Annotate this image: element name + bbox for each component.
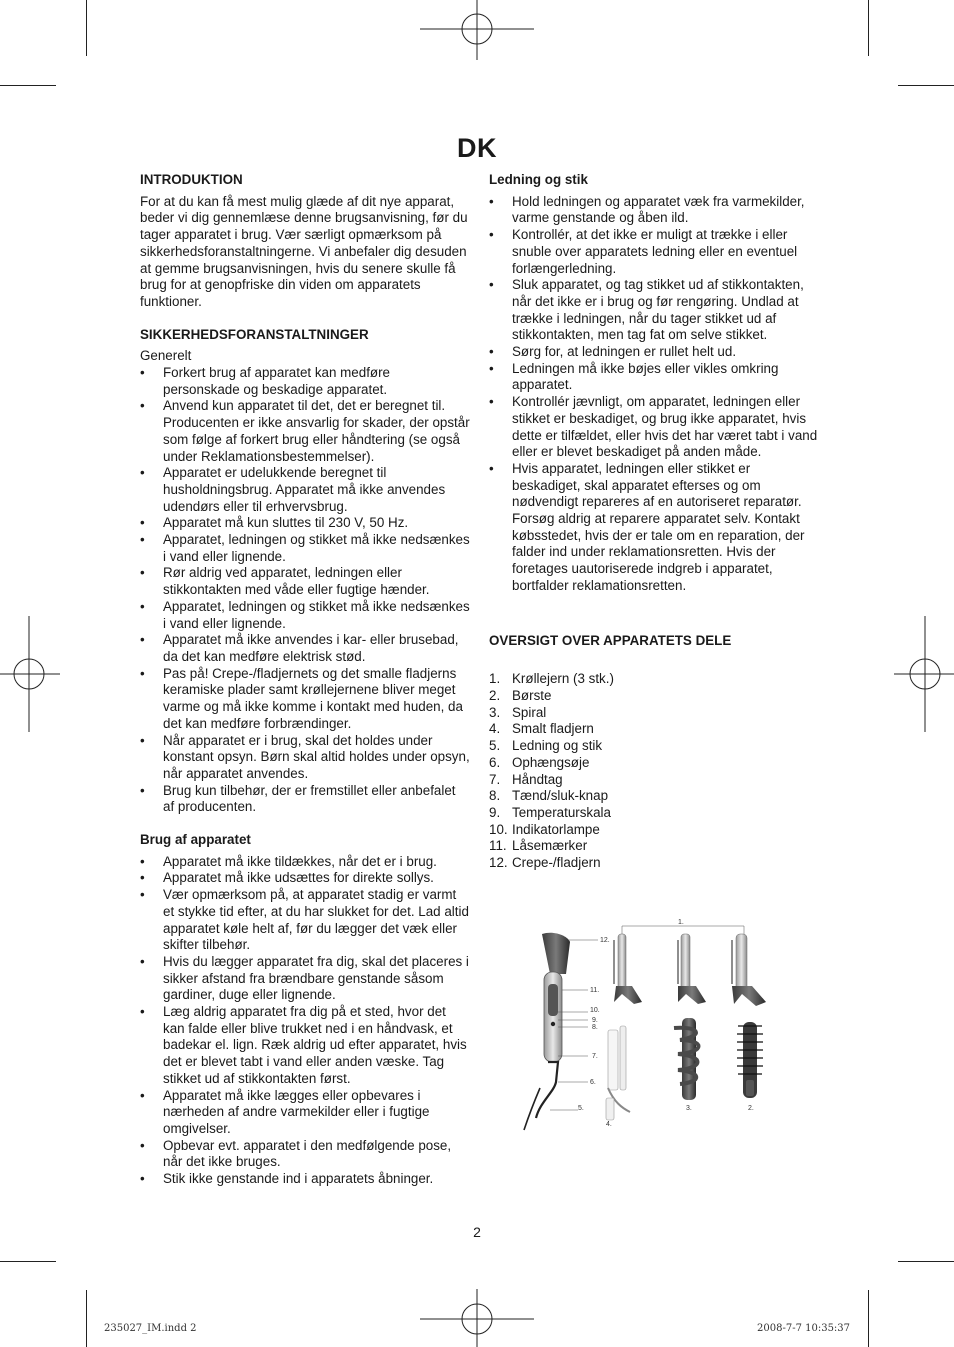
list-item: • Hvis du lægger apparatet fra dig, skal det placeres i sikker afstand fra brændbare genstande såsom gardiner, duge eller lignende. xyxy=(140,953,469,1003)
crop-mark xyxy=(86,0,87,56)
registration-mark-left xyxy=(0,616,60,732)
list-item: • Hold ledningen og apparatet væk fra varmekilder, varme genstande og åben ild. xyxy=(489,193,805,226)
list-item: 12. Crepe-/fladjern xyxy=(489,855,601,871)
figure-label: 5. xyxy=(578,1105,584,1112)
figure-label: 7. xyxy=(592,1053,598,1060)
list-item: • Når apparatet er i brug, skal det holdes under konstant opsyn. Børn skal altid holdes under opsyn, når apparatet anvendes. xyxy=(140,732,470,781)
list-item: • Hvis apparatet, ledningen eller stikket er beskadiget, skal apparatet efterses og om nødvendigt repareres af en autoriseret reparatør. Forsøg aldrig at reparere apparatet selv. Kontakt købsstedet, hvis der er tale om en reparation, der falder ind under reklamationsretten. Hvis der foretages uautoriserede indgreb i apparatet, bortfalder reklamationsretten. xyxy=(489,460,805,593)
list-item: • Pas på! Crepe-/fladjernets og det smalle fladjerns keramiske plader samt krøllejernene bliver meget varme og må ikke komme i kontakt med huden, da det kan medføre forbrændinger. xyxy=(140,665,463,731)
intro-heading: INTRODUKTION xyxy=(140,172,243,187)
left-column xyxy=(140,172,470,1188)
figure-label: 8. xyxy=(592,1024,598,1031)
list-item: 3. Spiral xyxy=(489,704,547,720)
list-item: 10. Indikatorlampe xyxy=(489,821,600,837)
flat-iron-illustration xyxy=(606,1026,630,1120)
list-item: • Apparatet, ledningen og stikket må ikke nedsænkes i vand eller lignende. xyxy=(140,532,470,564)
figure-label: 9. xyxy=(592,1017,598,1024)
list-item: 8. Tænd/sluk-knap xyxy=(489,788,609,804)
list-item: • Apparatet må ikke anvendes i kar- eller brusebad, da det kan medføre elektrisk stød. xyxy=(140,632,459,664)
list-item: 1. Krøllejern (3 stk.) xyxy=(489,671,614,687)
crop-mark xyxy=(0,85,56,86)
list-item: • Apparatet må kun sluttes til 230 V, 50 Hz. xyxy=(140,515,409,531)
list-item: 7. Håndtag xyxy=(489,771,563,787)
figure-label: 1. xyxy=(678,919,684,926)
parts-heading: OVERSIGT OVER APPARATETS DELE xyxy=(489,632,732,648)
list-item: 6. Ophængsøje xyxy=(489,754,590,770)
list-item: • Brug kun tilbehør, der er fremstillet eller anbefalet af producenten. xyxy=(140,782,456,815)
crop-mark xyxy=(898,1261,954,1262)
registration-mark-top xyxy=(420,0,534,60)
figure-label: 11. xyxy=(590,987,600,994)
list-item: • Apparatet er udelukkende beregnet til husholdningsbrug. Apparatet må ikke anvendes udendørs eller til erhvervsbrug. xyxy=(140,465,446,514)
list-item: • Kontrollér jævnligt, om apparatet, ledningen eller stikket er beskadiget, og brug ikke apparatet, hvis dette er tilfældet, eller hvis det har været tabt i vand eller er blevet beskadiget på anden måde. xyxy=(489,394,818,460)
figure-label: 4. xyxy=(606,1121,612,1128)
list-item: 4. Smalt fladjern xyxy=(489,721,594,737)
crop-mark xyxy=(868,1290,869,1347)
list-item: • Stik ikke genstande ind i apparatets åbninger. xyxy=(140,1171,434,1187)
crop-mark xyxy=(0,1261,56,1262)
list-item: • Kontrollér, at det ikke er muligt at trække i eller snuble over apparatets ledning eller en eventuel forlængerledning. xyxy=(489,227,798,276)
curling-tong-illustration xyxy=(614,934,766,1006)
usage-list xyxy=(140,854,470,1188)
list-item: • Sørg for, at ledningen er rullet helt ud. xyxy=(489,344,737,360)
general-label: Generelt xyxy=(140,348,192,364)
list-item: • Anvend kun apparatet til det, det er beregnet til. Producenten er ikke ansvarlig for skader, der opstår som følge af forkert brug eller håndtering (se også under Reklamationsbestemmelser). xyxy=(140,398,470,464)
crop-mark xyxy=(868,0,869,56)
right-column xyxy=(489,172,819,872)
list-item: • Rør aldrig ved apparatet, ledningen eller stikkontakten med våde eller fugtige hænder. xyxy=(140,565,430,598)
list-item: • Læg aldrig apparatet fra dig på et sted, hvor det kan falde eller blive trukket ned i en håndvask, et badekar el. lign. Ræk aldrig ud efter apparatet, hvis det er blevet tabt i vand eller anden væske. Tag stikket ud af stikkontakten først. xyxy=(140,1004,467,1086)
main-handle-illustration xyxy=(524,933,570,1130)
list-item: • Apparatet må ikke udsættes for direkte sollys. xyxy=(140,870,434,886)
figure-label: 10. xyxy=(590,1007,600,1014)
list-item: • Forkert brug af apparatet kan medføre personskade og beskadige apparatet. xyxy=(140,365,391,397)
figure-label: 2. xyxy=(748,1105,754,1112)
figure-label: 12. xyxy=(600,937,610,944)
crop-mark xyxy=(898,85,954,86)
general-list xyxy=(140,365,470,816)
list-item: 11. Låsemærker xyxy=(489,838,588,854)
cord-heading: Ledning og stik xyxy=(489,172,588,187)
list-item: 5. Ledning og stik xyxy=(489,738,603,754)
figure-label: 3. xyxy=(686,1105,692,1112)
registration-mark-bottom xyxy=(420,1289,534,1347)
list-item: • Vær opmærksom på, at apparatet stadig er varmt et stykke tid efter, at du har slukket for det. Lad altid apparatet køle helt af, før du lægger det væk eller skifter tilbehør. xyxy=(140,887,469,953)
list-item: • Apparatet må ikke tildækkes, når det er i brug. xyxy=(140,853,437,869)
spiral-attachment-illustration xyxy=(674,1018,699,1100)
product-illustration xyxy=(510,912,790,1134)
usage-heading: Brug af apparatet xyxy=(140,832,251,848)
cord-list xyxy=(489,194,819,595)
list-item: 2. Børste xyxy=(489,687,552,703)
list-item: • Sluk apparatet, og tag stikket ud af stikkontakten, når det ikke er i brug og før rengøring. Undlad at trække i ledningen, når du tager stikket ud af stikkontakten, men tag fat om selve stikket. xyxy=(489,277,804,343)
page-number: 2 xyxy=(473,1224,481,1240)
footer-file-info: 235027_IM.indd 2 xyxy=(104,1323,197,1334)
crop-mark xyxy=(86,1290,87,1347)
list-item: • Apparatet må ikke lægges eller opbevares i nærheden af andre varmekilder eller i fugtige omgivelser. xyxy=(140,1087,430,1136)
list-item: 9. Temperaturskala xyxy=(489,804,611,820)
list-item: • Opbevar evt. apparatet i den medfølgende pose, når det ikke bruges. xyxy=(140,1137,452,1170)
safety-heading: SIKKERHEDSFORANSTALTNINGER xyxy=(140,326,369,342)
intro-paragraph: For at du kan få mest mulig glæde af dit nye apparat, beder vi dig gennemlæse denne brugsanvisning, før du tager apparatet i brug. Vær særligt opmærksom på sikkerhedsforanstaltningerne. Vi anbefaler dig desuden at gemme brugsanvisningen, hvis du senere skulle få brug for at genopfriske din viden om apparatets funktioner. xyxy=(140,193,468,309)
page-title: DK xyxy=(457,133,497,163)
brush-attachment-illustration xyxy=(737,1022,763,1098)
footer-datetime: 2008-7-7 10:35:37 xyxy=(757,1323,851,1334)
parts-list xyxy=(489,671,819,871)
registration-mark-right xyxy=(894,616,954,732)
list-item: • Apparatet, ledningen og stikket må ikke nedsænkes i vand eller lignende. xyxy=(140,598,470,631)
list-item: • Ledningen må ikke bøjes eller vikles omkring apparatet. xyxy=(489,360,779,393)
figure-label: 6. xyxy=(590,1079,596,1086)
